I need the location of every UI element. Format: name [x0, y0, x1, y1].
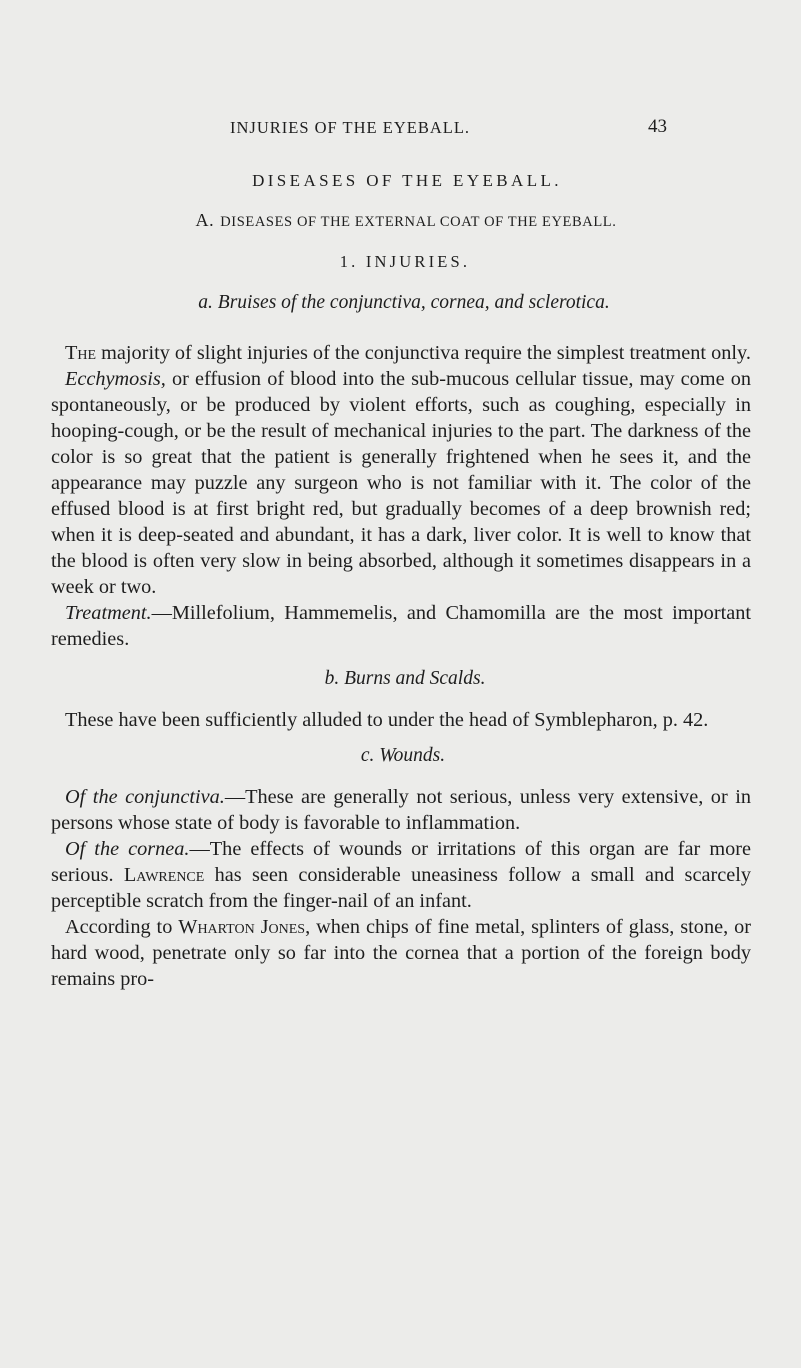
paragraph-text: —These are generally not serious, unless very extensive, or in persons whose state of body is favorable to inflammation.	[51, 786, 752, 834]
paragraph-ecchymosis	[51, 366, 751, 600]
paragraph-wounds-cornea	[51, 836, 751, 914]
paragraph-text: —Millefolium, Hammemelis, and Chamomilla are the most important remedies.	[51, 602, 751, 650]
topic-heading-b: b. Burns and Scalds.	[324, 668, 486, 689]
running-title: INJURIES OF THE EYEBALL.	[230, 118, 471, 137]
paragraph-wounds-conjunctiva	[51, 784, 751, 836]
topic-heading-c: c. Wounds.	[360, 745, 446, 766]
subchapter-letter: A.	[195, 210, 215, 230]
paragraph-slight-injuries	[51, 340, 751, 366]
paragraph-text: has seen considerable uneasiness follow a small and scarcely perceptible scratch from the finger-nail of an infant.	[51, 864, 751, 912]
paragraph-text: or effusion of blood into the sub-mucous cellular tissue, may come on spontaneously, or be produced by violent efforts, such as coughing, especially in hooping-cough, or be the result of mechanical injuries to the part. The darkness of the color is so great that the patient is generally frightened when he sees it, and the appearance may puzzle any surgeon who is not familiar with it. The color of the effused blood is at first bright red, but gradually becomes of a deep brownish red; when it is deep-seated and abundant, it has a dark, liver color. It is well to know that the blood is often very slow in being absorbed, although it sometimes disappears in a week or two.	[51, 368, 751, 598]
paragraph-text: According to	[65, 916, 179, 938]
paragraph-text: —The effects of wounds or irritations of this organ are far more serious.	[51, 838, 751, 886]
running-header	[0, 118, 801, 142]
subchapter-title: DISEASES OF THE EXTERNAL COAT OF THE EYEBALL.	[220, 214, 617, 230]
paragraph-lead-word: The	[65, 342, 97, 364]
term-cornea: Of the cornea.	[65, 838, 190, 860]
paragraph-text: , when chips of fine metal, splinters of glass, stone, or hard wood, penetrate only so far into the cornea that a portion of the foreign body remains pro-	[51, 916, 752, 990]
subchapter-heading	[51, 207, 751, 235]
topic-heading-a: a. Bruises of the conjunctiva, cornea, and sclerotica.	[198, 292, 610, 313]
section-heading: 1. INJURIES.	[339, 252, 471, 271]
paragraph-wharton-jones	[51, 914, 751, 992]
term-ecchymosis: Ecchymosis,	[65, 368, 166, 390]
paragraph-treatment	[51, 600, 751, 652]
term-treatment: Treatment.	[65, 602, 152, 624]
paragraph-text: majority of slight injuries of the conjunctiva require the simplest treatment only.	[96, 342, 751, 364]
author-wharton-jones: Wharton Jones	[178, 916, 306, 938]
paragraph-burns: These have been sufficiently alluded to under the head of Symblepharon, p. 42.	[65, 709, 709, 731]
term-conjunctiva: Of the conjunctiva.	[65, 786, 225, 808]
page-number: 43	[648, 116, 667, 137]
author-lawrence: Lawrence	[123, 864, 205, 886]
chapter-heading: DISEASES OF THE EYEBALL.	[252, 171, 562, 190]
page-body	[51, 168, 751, 992]
